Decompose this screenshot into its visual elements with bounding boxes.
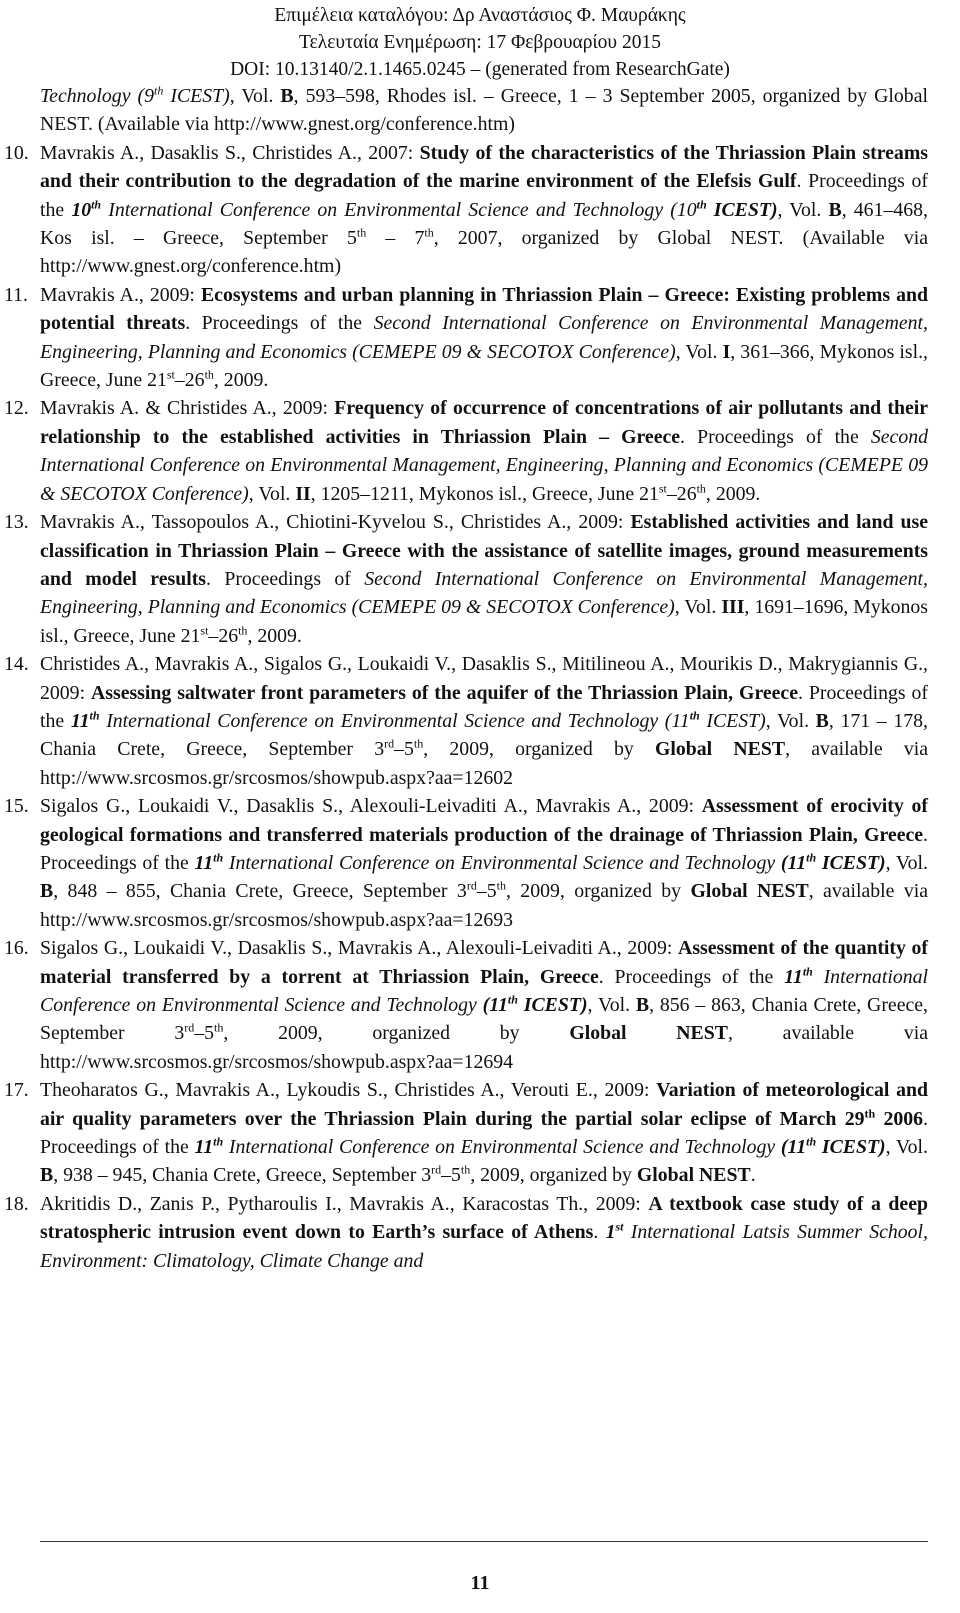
reference-13: 13. Mavrakis A., Tassopoulos A., Chiotini-Kyvelou S., Christides A., 2009: Established activities and land use classification in Thriassion Plain – Greece with the assistance of satellite images, ground measurements and model results. Proceedings of Second International Conference on Environmental Management, Engineering, Planning and Economics (CEMEPE 09 & SECOTOX Conference), Vol. III, 1691–1696, Mykonos isl., Greece, June 21st–26th, 2009. [4,511,929,647]
reference-title: Ecosystems and urban planning in Thriassion Plain – Greece: Existing problems and potential threats [40,283,928,335]
page-number: 11 [470,1572,490,1594]
reference-list [4,82,929,1275]
footer-divider [40,1541,928,1542]
header-update-line: Τελευταία Ενημέρωση: 17 Φεβρουαρίου 2015 [299,32,661,53]
reference-17: 17. Theoharatos G., Mavrakis A., Lykoudis S., Christides A., Verouti E., 2009: Variation of meteorological and air quality parameters over the Thriassion Plain during the partial solar eclipse of March 29th 2006. Proceedings of the 11th International Conference on Environmental Science and Technology (11th ICEST), Vol. B, 938 – 945, Chania Crete, Greece, September 3rd–5th, 2009, organized by Global NEST. [4,1079,929,1187]
reference-18: 18. Akritidis D., Zanis P., Pytharoulis I., Mavrakis A., Karacostas Th., 2009: A textbook case study of a deep stratospheric intrusion event down to Earth’s surface of Athens. 1st International Latsis Summer School, Environment: Climatology, Climate Change and [4,1192,928,1272]
header-editor-line: Επιμέλεια καταλόγου: Δρ Αναστάσιος Φ. Μαυράκης [274,5,686,26]
reference-title: Assessing saltwater front parameters of the aquifer of the Thriassion Plain, Greece [91,681,798,704]
reference-title: Frequency of occurrence of concentrations of air pollutants and their relationship to the established activities in Thriassion Plain – Greece [40,397,928,448]
reference-9-continuation: Technology (9th ICEST), Vol. B, 593–598, Rhodes isl. – Greece, 1 – 3 September 2005, organized by Global NEST. (Available via http://www.gnest.org/conference.htm) [40,83,928,136]
reference-title: Study of the characteristics of the Thriassion Plain streams and their contribution to the degradation of the marine environment of the Elefsis Gulf [40,141,928,193]
page-header [0,2,960,83]
reference-title: Variation of meteorological and air quality parameters over the Thriassion Plain during the partial solar eclipse of March 29 [40,1079,928,1130]
reference-title: A textbook case study of a deep stratospheric intrusion event down to Earth’s surface of Athens [40,1192,928,1244]
header-doi-line: DOI: 10.13140/2.1.1465.0245 – (generated from ResearchGate) [230,59,730,80]
reference-14: 14. Christides A., Mavrakis A., Sigalos G., Loukaidi V., Dasaklis S., Mitilineou A., Mourikis D., Makrygiannis G., 2009: Assessing saltwater front parameters of the aquifer of the Thriassion Plain, Greece. Proceedings of the 11th International Conference on Environmental Science and Technology (11th ICEST), Vol. B, 171 – 178, Chania Crete, Greece, September 3rd–5th, 2009, organized by Global NEST, available via http://www.srcosmos.gr/srcosmos/showpub.aspx?aa=12602 [4,653,929,789]
reference-16: 16. Sigalos G., Loukaidi V., Dasaklis S., Mavrakis A., Alexouli-Leivaditi A., 2009: Assessment of the quantity of material transferred by a torrent at Thriassion Plain, Greece. Proceedings of the 11th International Conference on Environmental Science and Technology (11th ICEST), Vol. B, 856 – 863, Chania Crete, Greece, September 3rd–5th, 2009, organized by Global NEST, available via http://www.srcosmos.gr/srcosmos/showpub.aspx?aa=12694 [4,937,929,1073]
reference-title: Assessment of the quantity of material transferred by a torrent at Thriassion Plain, Greece [40,937,929,988]
reference-11: 11. Mavrakis A., 2009: Ecosystems and urban planning in Thriassion Plain – Greece: Existing problems and potential threats. Proceedings of the Second International Conference on Environmental Management, Engineering, Planning and Economics (CEMEPE 09 & SECOTOX Conference), Vol. I, 361–366, Mykonos isl., Greece, June 21st–26th, 2009. [4,283,928,392]
reference-title: Established activities and land use classification in Thriassion Plain – Greece with the assistance of satellite images, ground measurements and model results [40,511,928,590]
reference-15: 15. Sigalos G., Loukaidi V., Dasaklis S., Alexouli-Leivaditi A., Mavrakis A., 2009: Assessment of erocivity of geological formations and transferred materials production of the drainage of Thriassion Plain, Greece. Proceedings of the 11th International Conference on Environmental Science and Technology (11th ICEST), Vol. B, 848 – 855, Chania Crete, Greece, September 3rd–5th, 2009, organized by Global NEST, available via http://www.srcosmos.gr/srcosmos/showpub.aspx?aa=12693 [4,795,929,931]
reference-title: Assessment of erocivity of geological formations and transferred materials production of the drainage of Thriassion Plain, Greece [40,795,928,846]
reference-12: 12. Mavrakis A. & Christides A., 2009: Frequency of occurrence of concentrations of air pollutants and their relationship to the established activities in Thriassion Plain – Greece. Proceedings of the Second International Conference on Environmental Management, Engineering, Planning and Economics (CEMEPE 09 & SECOTOX Conference), Vol. II, 1205–1211, Mykonos isl., Greece, June 21st–26th, 2009. [4,397,928,505]
reference-10: 10. Mavrakis A., Dasaklis S., Christides A., 2007: Study of the characteristics of the Thriassion Plain streams and their contribution to the degradation of the marine environment of the Elefsis Gulf. Proceedings of the 10th International Conference on Environmental Science and Technology (10th ICEST), Vol. B, 461–468, Kos isl. – Greece, September 5th – 7th, 2007, organized by Global NEST. (Available via http://www.gnest.org/conference.htm) [4,141,929,278]
